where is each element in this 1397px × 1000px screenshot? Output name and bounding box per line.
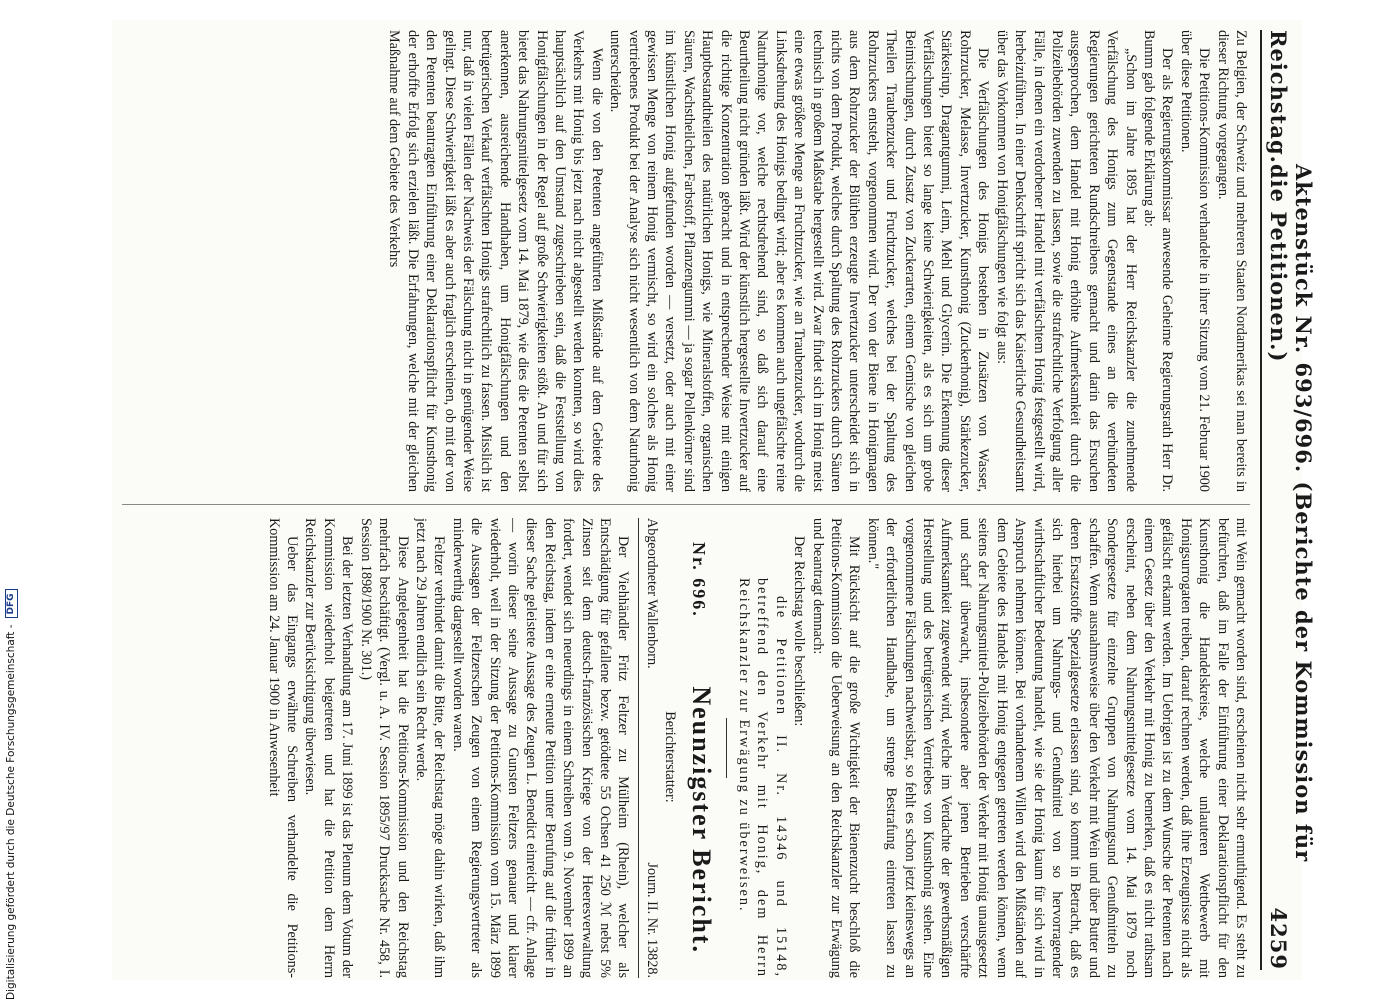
paragraph: Mit Rücksicht auf die große Wichtigkeit der Bienenzucht beschloß die Petitions-Kommission die Ueberweisung an den Reichskanzler zur Erwägung und beantragt demnach: — [809, 518, 863, 978]
report-number: Nr. 696. — [688, 541, 709, 618]
reporter-name: Abgeordneter Wallenborn. — [643, 518, 660, 669]
paragraph: Der Reichstag wolle beschließen: — [791, 536, 808, 727]
dfg-logo: DFG — [5, 589, 18, 618]
header-title: Aktenstück Nr. 693/696. (Berichte der Kommission für die Petitionen.) — [1266, 163, 1316, 863]
resolution-text: die Petitionen II. Nr. 14346 und 15148, betreffend den Verkehr mit Honig, dem Herrn Reichskanzler zur Erwägung zu überweisen. — [736, 578, 789, 978]
report-title: Neunzigster Bericht. — [686, 686, 716, 955]
journal-reference: Journ. II. Nr. 13828. — [643, 862, 660, 978]
report-heading — [686, 518, 716, 978]
page-header — [1260, 30, 1316, 970]
paragraph: Ueber das Eingangs erwähnte Schreiben verhandelte die Petitions-Kommission am 24. Januar 1900 in Anwesenheit — [265, 518, 301, 978]
paragraph: Bei der letzten Verhandlung am 17. Juni 1899 ist das Plenum dem Votum der Kommission wiederholt beigetreten und hat die Petition dem Herrn Reichskanzler zur Berücksichtigung überwiesen. — [302, 518, 356, 978]
reporter-label: Berichterstatter: — [662, 711, 679, 803]
digitization-credit — [4, 0, 18, 1000]
paragraph: mit Wein gemacht worden sind, erscheinen nicht sehr ermuthigend. Es steht zu befürchten, daß im Falle der Einführung einer Deklarationspflicht für den Kunsthonig die Handelskreise, welche unlauteren Wettbewerb mit Honigsurrogaten treiben, darauf rechnen werden, daß ihre Erzeugnisse nicht als gefälscht erkannt werden. Im Uebrigen ist zu dem Wunsche der Petenten nach einem Gesetz über den Verkehr mit Honig zu bemerken, daß es nicht rathsam erscheint, neben dem Nahrungsmittelgesetze vom 14. Mai 1879 noch Sondergesetze für einzelne Gruppen von Nahrungsund Genußmitteln zu schaffen. Wenn ausnahmsweise über den Verkehr mit Wein und über Butter und deren Ersatzstoffe Spezialgesetze erlassen sind, so kommt in Betracht, daß es sich hierbei um Nahrungs- und Genußmittel von so hervorragender wirthschaftlicher Bedeutung handelt, wie sie der Honig kaum für sich wird in Anspruch nehmen können. Bei vorhandenem Willen wird den Mißständen auf dem Gebiete des Handels mit Honig entgegen getreten werden können, wenn seitens der Nahrungsmittel-Polizeibehörden der Verkehr mit Honig unausgesetzt und scharf überwacht, insbesondere aber jenen Betrieben verschärfte Aufmerksamkeit zugewendet wird, welche im Verdachte der gewerbsmäßigen Herstellung und des betrügerischen Vertriebes von Kunsthonig stehen. Eine vorgenommene Fälschungen nachweisbar, so fehlt es schon jetzt keineswegs an der erforderlichen Handhabe, um strenge Bestrafung eintreten lassen zu können." — [864, 518, 1249, 978]
paragraph: Zu Belgien, der Schweiz und mehreren Staaten Nordamerikas sei man bereits in dieser Richtung vorgegangen. — [1214, 30, 1249, 492]
document-page — [112, 20, 1316, 980]
header-left: Reichstag. — [1266, 30, 1291, 164]
paragraph: Diese Angelegenheit hat die Petitions-Kommission und den Reichstag mehrfach beschäftigt. (Vergl. u. A. IV. Session 1895/97 Drucksache Nr. 458, I. Session 1898/1900 Nr. 301.) — [357, 518, 411, 978]
section-rule — [726, 718, 727, 778]
page-number: 4259 — [1266, 907, 1291, 970]
credit-text: Digitalisierung gefördert durch die Deutsche Forschungsgemeinschaft - — [5, 624, 17, 1000]
column-divider — [122, 504, 1250, 505]
paragraph: Der als Regierungskommissar anwesende Geheime Regierungsrath Herr Dr. Bumm gab folgende Erklärung ab: — [1140, 30, 1176, 492]
paragraph: Der Viehhändler Fritz Feltzer zu Mülheim (Rhein), welcher als Entschädigung für gefallene bezw. getödtete 55 Ochsen 41 250 ℳ nebst 5% Zinsen seit dem deutsch-französischen Kriege von der Heeresverwaltung fordert, wendet sich neuerdings in einem Schreiben vom 9. November 1899 an den Reichstag, indem er eine erneute Petition unter Berufung auf die früher in dieser Sache geleistete Aussage des Zeugen L. Benedict einreicht — cfr. Anlage — worin dieser seine Aussage zu Gunsten Feltzers genauer und klarer wiederholt, weil in der Sitzung der Petitions-Kommission vom 15. März 1899 die Aussagen der Feltzerschen Zeugen von einem Regierungsvertreter als minderwerthig dargestellt worden waren. — [449, 518, 632, 978]
paragraph: „Schon im Jahre 1895 hat der Herr Reichskanzler die zunehmende Verfälschung des Honigs zum Gegenstande eines an die verbündeten Regierungen gerichteten Rundschreibens gemacht und darin das Ersuchen ausgesprochen, dem Handel mit Honig erhöhte Aufmerksamkeit durch die Polizeibehörden zuwenden zu lassen, sowie die strafrechtliche Verfolgung aller Fälle, in denen ein verdorbener Handel mit verfälschtem Honig festgestellt wird, herbeizuführen. In einer Denkschrift spricht sich das Kaiserliche Gesundheitsamt über das Vorkommen von Honigfälschungen wie folgt aus: — [993, 30, 1139, 492]
paragraph: Die Verfälschungen des Honigs bestehen in Zusätzen von Wasser, Rohrzucker, Melasse, Invertzucker, Kunsthonig (Zuckerhonig), Stärkezucker, Stärkesirup, Dragantgummi, Leim, Mehl und Glycerin. Die Erkennung dieser Verfälschungen bietet so lange keine Schwierigkeiten, als es sich um grobe Beimischungen, durch Zusatz von Zuckerarten, einem Gemische von gleichen Theilen Traubenzucker und Fruchtzucker, welches bei der Spaltung des Rohrzuckers entsteht, vorgenommen wird. Der von der Biene in Honigmagen aus dem Rohrzucker der Blüthen erzeugte Invertzucker unterscheidet sich in nichts von dem Produkt, welches durch Spaltung des Rohrzuckers durch Säuren technisch in großem Maßstabe hergestellt wird. Zwar findet sich im Honig meist eine etwas größere Menge an Fruchtzucker, wie an Traubenzucker, wodurch die Linksdrehung des Honigs bedingt wird; aber es kommen auch ungefälschte reine Naturhonige vor, welche rechtsdrehend sind, so daß sich darauf eine Beurtheilung nicht gründen läßt. Wird der künstlich hergestellte Invertzucker auf die richtige Konzentration gebracht und in entsprechender Weise mit einigen Hauptbestandtheilen des natürlichen Honigs, wie Mineralstoffen, organischen Säuren, Wachstheilchen, Farbstoff, Pflanzengummi — ja sogar Pollenkörner sind im künstlichen Honig aufgefunden worden — versetzt, oder auch mit einer gewissen Menge von reinem Honig vermischt, so wird ein solches als Honig vertriebenes Produkt bei der Analyse sich nicht wesentlich von dem Naturhonig unterscheiden. — [607, 30, 992, 492]
left-column — [122, 30, 1250, 492]
reporter-line — [638, 518, 660, 978]
paragraph: Wenn die von den Petenten angeführten Mißstände auf dem Gebiete des Verkehrs mit Honig bis jetzt nach nicht abgestellt werden konnten, so wird dies hauptsächlich auf den Umstand zugeschrieben sein, daß die Feststellung von Honigfälschungen in der Regel auf große Schwierigkeiten stößt. An und für sich bietet das Nahrungsmittelgesetz vom 14. Mai 1879, wie dies die Petenten selbst anerkennen, ausreichende Handhaben, um Honigfälschungen und den betrügerischen Verkauf verfälschten Honigs strafrechtlich zu fassen. Misslich ist nur, daß in vielen Fällen der Nachweis der Fälschung nicht in genügender Weise gelingt. Diese Schwierigkeit läßt es aber auch fraglich erscheinen, ob mit der von den Petenten beantragten Einführung einer Deklarationspflicht für Kunsthonig der erhoffte Erfolg sich erzielen läßt. Die Erfahrungen, welche mit der gleichen Maßnahme auf dem Gebiete des Verkehrs — [386, 30, 605, 492]
right-column — [122, 518, 1250, 978]
paragraph: Die Petitions-Kommission verhandelte in ihrer Sitzung vom 21. Februar 1900 über diese Petitionen. — [1177, 30, 1213, 492]
paragraph: Feltzer verbindet damit die Bitte, der Reichstag möge dahin wirken, daß ihm jetzt nach 29 Jahren endlich sein Recht werde. — [412, 518, 448, 978]
